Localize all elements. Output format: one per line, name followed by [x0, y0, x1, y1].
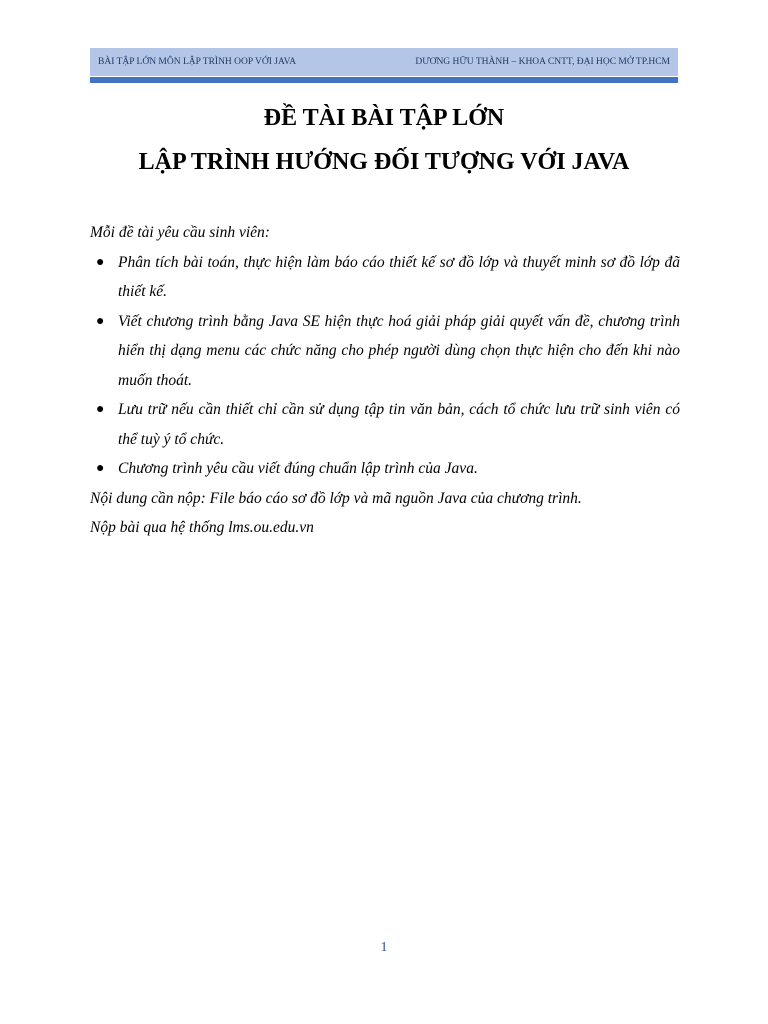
- page-number: 1: [380, 940, 388, 955]
- page-header: [90, 48, 678, 76]
- list-item: [90, 395, 680, 454]
- header-author: DƯƠNG HỮU THÀNH – KHOA CNTT, ĐẠI HỌC MỞ TP.HCM: [415, 57, 670, 67]
- bullet-icon: ●: [96, 254, 105, 270]
- list-item-text: Phân tích bài toán, thực hiện làm báo cáo thiết kế sơ đồ lớp và thuyết minh sơ đồ lớp đã thiết kế.: [118, 253, 680, 300]
- list-item-text: Chương trình yêu cầu viết đúng chuẩn lập trình của Java.: [118, 460, 478, 477]
- bullet-icon: ●: [96, 313, 105, 329]
- submission-method: Nộp bài qua hệ thống lms.ou.edu.vn: [90, 519, 314, 536]
- header-rule: [90, 77, 678, 83]
- bullet-icon: ●: [96, 461, 105, 476]
- bullet-icon: ●: [96, 402, 105, 417]
- submission-content: Nội dung cần nộp: File báo cáo sơ đồ lớp và mã nguồn Java của chương trình.: [90, 489, 582, 507]
- list-item: [90, 248, 680, 307]
- list-item-text: Lưu trữ nếu cần thiết chỉ cần sử dụng tập tin văn bản, cách tổ chức lưu trữ sinh viên có thể tuỳ ý tổ chức.: [118, 401, 680, 448]
- list-item: [90, 307, 680, 396]
- requirements-list: [90, 248, 680, 484]
- list-item: [90, 454, 680, 484]
- document-subtitle: LẬP TRÌNH HƯỚNG ĐỐI TƯỢNG VỚI JAVA: [138, 149, 630, 175]
- header-course-title: BÀI TẬP LỚN MÔN LẬP TRÌNH OOP VỚI JAVA: [98, 57, 297, 67]
- document-body: [90, 218, 680, 543]
- document-title: ĐỀ TÀI BÀI TẬP LỚN: [263, 105, 505, 131]
- list-item-text: Viết chương trình bằng Java SE hiện thực hoá giải pháp giải quyết vấn đề, chương trình hiển thị dạng menu các chức năng cho phép người dùng chọn thực hiện cho đến khi nào muốn thoát.: [118, 312, 680, 389]
- intro-text: Mỗi đề tài yêu cầu sinh viên:: [90, 224, 270, 241]
